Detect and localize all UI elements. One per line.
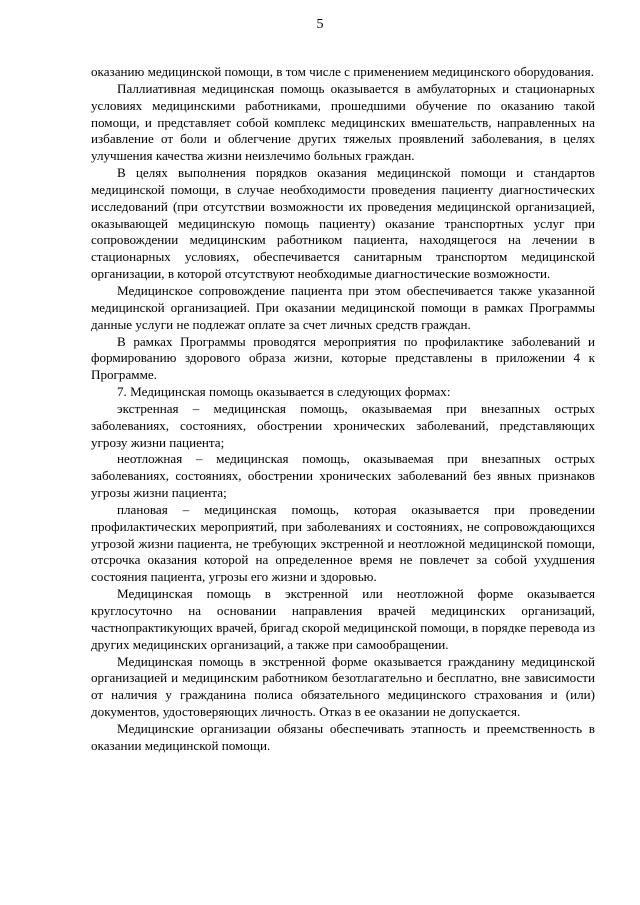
- paragraph: Медицинская помощь в экстренной форме оказывается гражданину медицинской организацией и медицинским работником безотлагательно и бесплатно, вне зависимости от наличия у гражданина полиса обязательного медицинского страхования и (или) документов, удостоверяющих личность. Отказ в ее оказании не допускается.: [91, 653, 595, 720]
- document-body: [91, 64, 595, 755]
- paragraph: Медицинская помощь в экстренной или неотложной форме оказывается круглосуточно на основании направления врачей медицинских организаций, частнопрактикующих врачей, бригад скорой медицинской помощи, в порядке перевода из других медицинских организаций, а также при самообращении.: [91, 586, 595, 652]
- paragraph: оказанию медицинской помощи, в том числе с применением медицинского оборудования.: [91, 64, 594, 79]
- paragraph: неотложная – медицинская помощь, оказываемая при внезапных острых заболеваниях, состояниях, обострении хронических заболеваний без явных признаков угрозы жизни пациента;: [91, 451, 595, 501]
- paragraph: экстренная – медицинская помощь, оказываемая при внезапных острых заболеваниях, состояниях, обострении хронических заболеваний, представляющих угрозу жизни пациента;: [91, 400, 595, 450]
- page-number: 5: [316, 17, 324, 32]
- section-heading: 7. Медицинская помощь оказывается в следующих формах:: [117, 384, 451, 400]
- paragraph: плановая – медицинская помощь, которая оказывается при проведении профилактических мероприятий, при заболеваниях и состояниях, не сопровождающихся угрозой жизни пациента, не требующих экстренной и неотложной медицинской помощи, отсрочка оказания которой на определенное время не повлечет за собой ухудшения состояния пациента, угрозы его жизни и здоровью.: [91, 501, 595, 585]
- paragraph: В рамках Программы проводятся мероприятия по профилактике заболеваний и формированию здорового образа жизни, которые представлены в приложении 4 к Программе.: [91, 333, 595, 383]
- paragraph: Медицинское сопровождение пациента при этом обеспечивается также указанной медицинской организацией. При оказании медицинской помощи в рамках Программы данные услуги не подлежат оплате за счет личных средств граждан.: [91, 282, 595, 332]
- paragraph: В целях выполнения порядков оказания медицинской помощи и стандартов медицинской помощи, в случае необходимости проведения пациенту диагностических исследований (при отсутствии возможности их проведения медицинской организацией, оказывающей медицинскую помощь пациенту) оказание транспортных услуг при сопровождении медицинским работником пациента, находящегося на лечении в стационарных условиях, обеспечивается санитарным транспортом медицинской организации, в которой отсутствуют необходимые диагностические возможности.: [91, 165, 595, 282]
- paragraph: Медицинские организации обязаны обеспечивать этапность и преемственность в оказании медицинской помощи.: [91, 720, 595, 753]
- paragraph: Паллиативная медицинская помощь оказывается в амбулаторных и стационарных условиях медицинскими работниками, прошедшими обучение по оказанию такой помощи, и представляет собой комплекс медицинских вмешательств, направленных на избавление от боли и облегчение других тяжелых проявлений заболевания, в целях улучшения качества жизни неизлечимо больных граждан.: [91, 80, 595, 164]
